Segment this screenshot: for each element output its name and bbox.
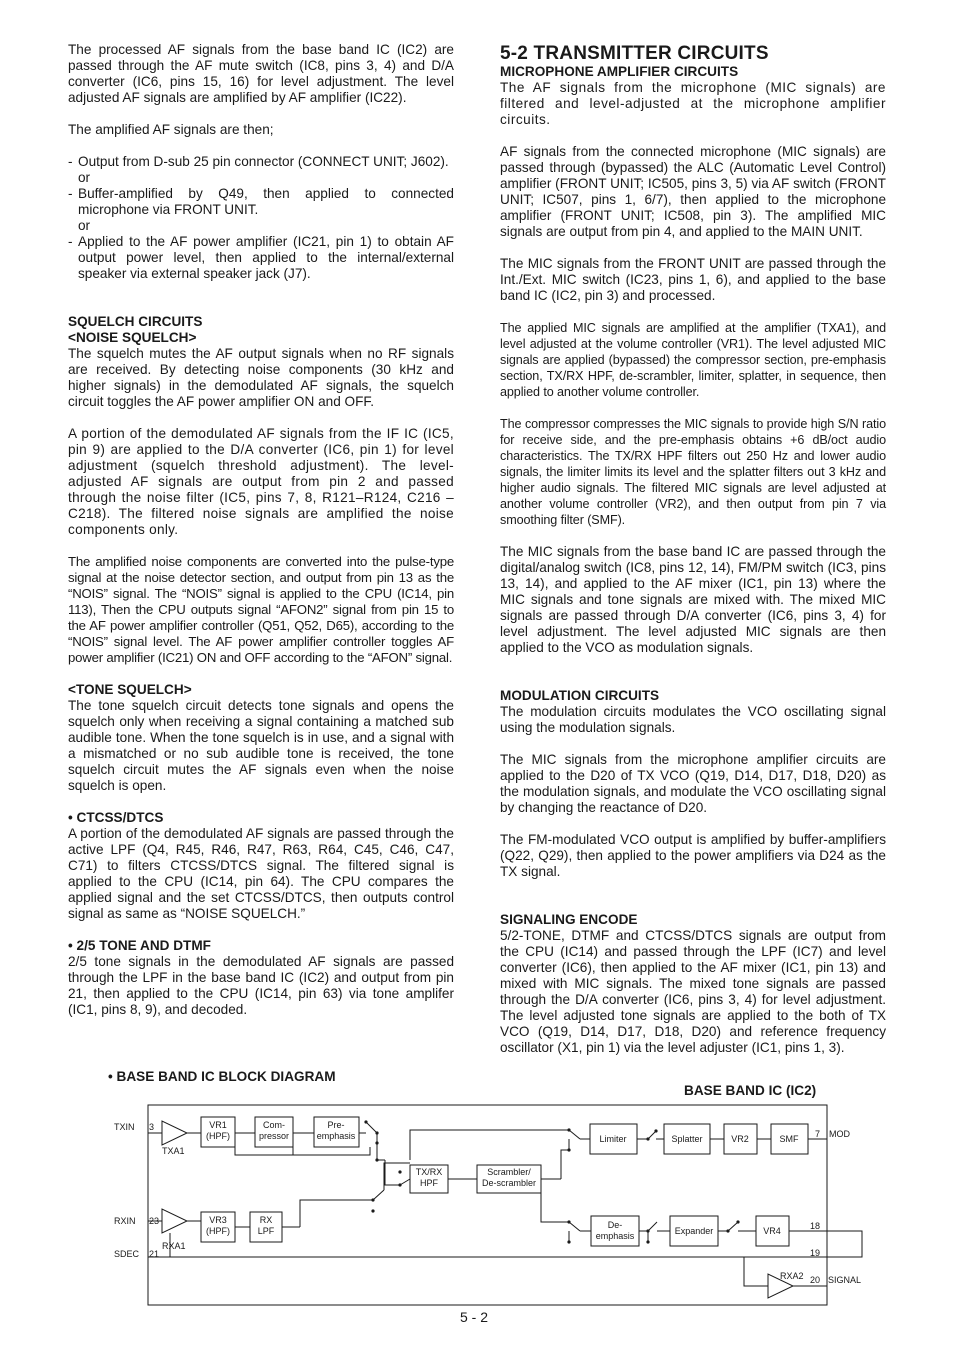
noise-squelch-heading: <NOISE SQUELCH> [68,330,197,345]
compressor-label: Com- [263,1120,285,1130]
page-number: 5 - 2 [460,1309,489,1325]
paragraph: The FM-modulated VCO output is amplified by buffer-amplifiers (Q22, Q29), then applied to the power amplifiers via D24 as the TX signal. [500,832,886,879]
ctcss-heading: • CTCSS/DTCS [68,810,164,825]
txrx-hpf-label: TX/RX [415,1167,443,1177]
pin-txin: TXIN [114,1122,135,1132]
sig-heading: SIGNALING ENCODE [500,912,638,927]
scrambler-sublabel: De-scrambler [481,1178,537,1188]
list-dash: - [68,154,73,169]
pin-sdec: SDEC [114,1249,140,1259]
deemphasis-sublabel: emphasis [595,1231,635,1241]
paragraph: 5/2-TONE, DTMF and CTCSS/DTCS signals are output from the CPU (IC14) and passed through the LPF (IC7) and level converter (IC6), then applied to the AF mixer (IC1, pin 13) and mixed with MIC signals. The mixed tone signals are passed through the D/A converter (IC6, pins 3, 4) for level adjustment. The level adjusted tone signals are applied to the both of TX VCO (Q19, D14, D17, D18, D20) and reference frequency oscillator (X1, pin 1) via the level adjuster (IC1, pins 1, 3). [500,928,886,1055]
list-item-text: Buffer-amplified by Q49, then applied to connected microphone via FRONT UNIT. [78,186,454,217]
pin-sdec-num: 21 [149,1249,160,1259]
left-column [68,42,454,1018]
paragraph: The applied MIC signals are amplified at the amplifier (TXA1), and level adjusted at the volume controller (VR1). The level adjusted MIC signals are applied (bypassed) the compressor section, pre-emphasis section, TX/RX HPF, de-scrambler, limiter, splatter, in sequence, then applied to another volume controller. [500,321,886,399]
paragraph: AF signals from the connected microphone (MIC signals) are passed through (bypassed) the ALC (Automatic Level Control) amplifier (FRONT UNIT; IC505, pins 3, 5) via AF switch (FRONT UNIT; IC507, pins 1, 6/7), then applied to the microphone amplifier (FRONT UNIT; IC508, pin 3). The amplified MIC signals are output from pin 4, and applied to the MAIN UNIT. [500,144,886,239]
paragraph: The processed AF signals from the base band IC (IC2) are passed through the AF mute switch (IC8, pins 3, 4) and D/A converter (IC6, pins 15, 16) for level adjustment. The level adjusted AF signals are amplified by AF amplifier (IC22). [68,42,454,105]
block-diagram [110,1100,870,1310]
paragraph: The amplified AF signals are then; [68,122,274,137]
tone-squelch-heading: <TONE SQUELCH> [68,682,192,697]
vr2-label: VR2 [731,1134,749,1144]
expander-label: Expander [674,1226,714,1236]
paragraph: A portion of the demodulated AF signals from the IF IC (IC5, pin 9) are applied to the D/A converter (IC6, pin 1) for level adjustment (squelch threshold adjustment). The level-adjusted AF signals are output from pin 2 and passed through the noise filter (IC5, pins 7, 8, R121–R124, C216 –C218). The filtered noise signals are amplified the noise components only. [68,426,454,537]
pin-19: 19 [810,1248,821,1258]
paragraph: The amplified noise components are converted into the pulse-type signal at the noise detector section, and output from pin 13 as the “NOIS” signal. The “NOIS” signal is applied to the CPU (IC14, pin 113), Then the CPU outputs signal “AFON2” signal from pin 15 to the AF power amplifier controller (Q51, Q52, D65), according to the “NOIS” signal level. The AF power amplifier controller toggles AF power amplifier (IC21) ON and OFF according to the “AFON” signal. [68,554,454,665]
paragraph: The MIC signals from the base band IC are passed through the digital/analog switch (IC8, pins 12, 14), FM/PM switch (IC3, pins 13, 14), and applied to the AF mixer (IC1, pin 13) where the MIC signals and tone signals are mixed with. The mixed MIC signals are passed through D/A converter (IC6, pins 3, 4) for level adjustment. The level adjusted MIC signals are then applied to the VCO as modulation signals. [500,544,886,655]
pin-mod-num: 7 [815,1129,821,1139]
vr4-label: VR4 [763,1226,781,1236]
rxa2-label: RXA2 [780,1271,804,1281]
pin-rxin: RXIN [114,1216,136,1226]
list-dash: - [68,234,73,249]
right-column [500,44,886,1056]
paragraph: The modulation circuits modulates the VCO oscillating signal using the modulation signals. [500,704,886,735]
list-item [68,154,454,170]
preemphasis-sublabel: emphasis [316,1131,356,1141]
pin-signal-num: 20 [810,1275,821,1285]
or-label: or [78,170,91,185]
splatter-label: Splatter [671,1134,703,1144]
paragraph: A portion of the demodulated AF signals are passed through the active LPF (Q4, R45, R46, R47, R63, R64, C45, C46, C47, C71) to filters CTCSS/DTCS signal. The filtered signal is applied to the CPU (IC14, pin 64). The CPU compares the applied signal and the set CTCSS/DTCS, then outputs control signal as same as “NOISE SQUELCH.” [68,826,454,921]
txrx-hpf-sublabel: HPF [420,1178,438,1188]
section-title: 5-2 TRANSMITTER CIRCUITS [500,43,769,64]
list-dash: - [68,186,73,201]
squelch-heading: SQUELCH CIRCUITS [68,314,203,329]
vr1-sublabel: (HPF) [206,1131,230,1141]
paragraph: 2/5 tone signals in the demodulated AF signals are passed through the LPF in the base band IC (IC2) and output from pin 21, then applied to the CPU (IC14, pin 63) via tone amplifer (IC1, pins 8, 9), and decoded. [68,954,454,1017]
list-item [68,234,454,282]
paragraph: The compressor compresses the MIC signals to provide high S/N ratio for receive side, and the pre-emphasis obtains +6 dB/oct audio characteristics. The TX/RX HPF filters out 250 Hz and lower audio signals, the limiter limits its level and the splatter filters out 3 kHz and higher audio signals. The filtered MIC signals are level adjusted at another volume controller (VR2), and then output from pin 7 via smoothing filter (SMF). [500,417,886,527]
vr3-sublabel: (HPF) [206,1226,230,1236]
pin-rxin-num: 23 [149,1216,160,1226]
smf-label: SMF [779,1134,799,1144]
vr3-label: VR3 [209,1215,227,1225]
paragraph: The AF signals from the microphone (MIC signals) are filtered and level-adjusted at the microphone amplifier circuits. [500,80,886,127]
or-label: or [78,218,91,233]
list-item [68,186,454,218]
rxa1-amp [162,1209,187,1233]
diagram-ic-title: BASE BAND IC (IC2) [684,1083,817,1098]
limiter-label: Limiter [599,1134,627,1144]
tone25-heading: • 2/5 TONE AND DTMF [68,938,211,953]
rxlpf-label: RX [259,1215,273,1225]
pin-txin-num: 3 [149,1122,155,1132]
compressor-sublabel: pressor [258,1131,290,1141]
pin-mod: MOD [829,1129,850,1139]
paragraph: The MIC signals from the FRONT UNIT are passed through the Int./Ext. MIC switch (IC23, pins 1, 6), and applied to the base band IC (IC2, pin 3) and processed. [500,256,886,303]
pin-signal: SIGNAL [828,1275,862,1285]
list-item-text: Output from D-sub 25 pin connector (CONNECT UNIT; J602). [78,154,449,169]
mic-heading: MICROPHONE AMPLIFIER CIRCUITS [500,64,739,79]
deemphasis-label: De- [607,1220,623,1230]
paragraph: The MIC signals from the microphone amplifier circuits are applied to the D20 of TX VCO (Q19, D14, D17, D18, D20) as the modulation signals, and modulate the VCO oscillating signal by changing the reactance of D20. [500,752,886,815]
preemphasis-label: Pre- [327,1120,345,1130]
diagram-caption: • BASE BAND IC BLOCK DIAGRAM [108,1069,336,1084]
rxa1-label: RXA1 [162,1241,186,1251]
paragraph: The tone squelch circuit detects tone signals and opens the squelch only when receiving a signal containing a matched sub audible tone. When the tone squelch is in use, and a signal with a mismatched or no sub audible tone is received, the tone squelch circuit mutes the AF signals even when the noise squelch is open. [68,698,454,793]
txa1-label: TXA1 [162,1146,185,1156]
vr1-label: VR1 [209,1120,227,1130]
rxlpf-sublabel: LPF [257,1226,275,1236]
paragraph: The squelch mutes the AF output signals when no RF signals are received. By detecting noise components (30 kHz and higher signals) in the demodulated AF signals, the squelch circuit toggles the AF power amplifier ON and OFF. [68,346,454,409]
list-item-text: Applied to the AF power amplifier (IC21, pin 1) to obtain AF output power level, then applied to the internal/external speaker via external speaker jack (J7). [78,234,454,281]
pin-18: 18 [810,1221,821,1231]
txa1-amp [162,1121,187,1145]
mod-heading: MODULATION CIRCUITS [500,688,660,703]
scrambler-label: Scrambler/ [487,1167,531,1177]
